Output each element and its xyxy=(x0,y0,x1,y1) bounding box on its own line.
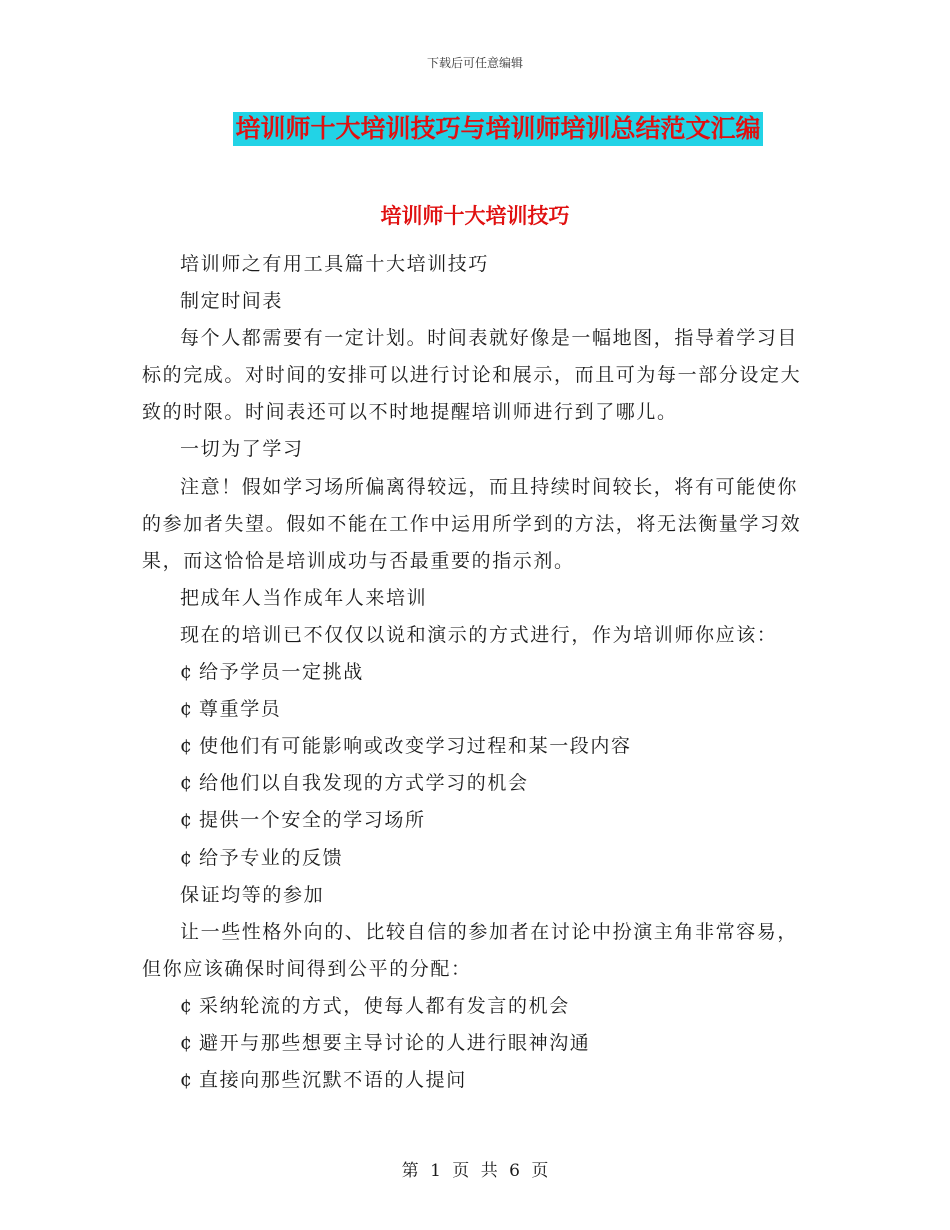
paragraph: 培训师之有用工具篇十大培训技巧 xyxy=(180,253,490,275)
paragraph: 每个人都需要有一定计划。时间表就好像是一幅地图，指导着学习目标的完成。对时间的安排可以进行讨论和展示，而且可为每一部分设定大致的时限。时间表还可以不时地提醒培训师进行到了哪儿。 xyxy=(142,327,802,424)
paragraph-heading: 把成年人当作成年人来培训 xyxy=(180,586,428,609)
document-title-container xyxy=(0,112,950,146)
section-title: 培训师十大培训技巧 xyxy=(380,203,570,228)
page-header-note: 下载后可任意编辑 xyxy=(426,56,523,70)
list-item-text: 尊重学员 xyxy=(199,698,282,721)
bullet-icon: ¢ xyxy=(180,846,194,869)
list-item xyxy=(142,988,812,1025)
list-item xyxy=(142,802,812,839)
list-item-text: 使他们有可能影响或改变学习过程和某一段内容 xyxy=(199,735,632,758)
paragraph: 让一些性格外向的、比较自信的参加者在讨论中扮演主角非常容易，但你应该确保时间得到公平的分配： xyxy=(142,920,799,980)
bullet-icon: ¢ xyxy=(180,1031,194,1054)
list-item-text: 给他们以自我发现的方式学习的机会 xyxy=(199,772,529,795)
list-item xyxy=(142,691,812,728)
bullet-icon: ¢ xyxy=(180,994,194,1017)
bullet-icon: ¢ xyxy=(180,1069,194,1092)
list-item xyxy=(142,1025,812,1062)
bullet-icon: ¢ xyxy=(180,698,194,721)
page-footer: 第 1 页 共 6 页 xyxy=(401,1161,549,1181)
list-item-text: 给予专业的反馈 xyxy=(199,846,344,869)
list-item-text: 直接向那些沉默不语的人提问 xyxy=(199,1069,467,1092)
list-item xyxy=(142,1062,812,1099)
list-item-text: 采纳轮流的方式，使每人都有发言的机会 xyxy=(199,994,570,1017)
document-title: 培训师十大培训技巧与培训师培训总结范文汇编 xyxy=(233,112,762,146)
list-item-text: 提供一个安全的学习场所 xyxy=(199,809,426,832)
list-item xyxy=(142,765,812,802)
bullet-icon: ¢ xyxy=(180,661,194,684)
paragraph-heading: 保证均等的参加 xyxy=(180,883,325,906)
paragraph-heading: 制定时间表 xyxy=(180,290,284,313)
list-item-text: 避开与那些想要主导讨论的人进行眼神沟通 xyxy=(199,1031,591,1054)
list-item xyxy=(142,654,812,691)
list-item-text: 给予学员一定挑战 xyxy=(199,661,364,684)
paragraph-heading: 一切为了学习 xyxy=(180,438,304,461)
bullet-icon: ¢ xyxy=(180,809,194,832)
list-item xyxy=(142,840,812,877)
paragraph: 注意！假如学习场所偏离得较远，而且持续时间较长，将有可能使你的参加者失望。假如不能在工作中运用所学到的方法，将无法衡量学习效果，而这恰恰是培训成功与否最重要的指示剂。 xyxy=(142,475,802,572)
document-body xyxy=(142,246,812,1099)
paragraph: 现在的培训已不仅仅以说和演示的方式进行，作为培训师你应该： xyxy=(180,623,778,646)
bullet-icon: ¢ xyxy=(180,735,194,758)
bullet-icon: ¢ xyxy=(180,772,194,795)
list-item xyxy=(142,728,812,765)
